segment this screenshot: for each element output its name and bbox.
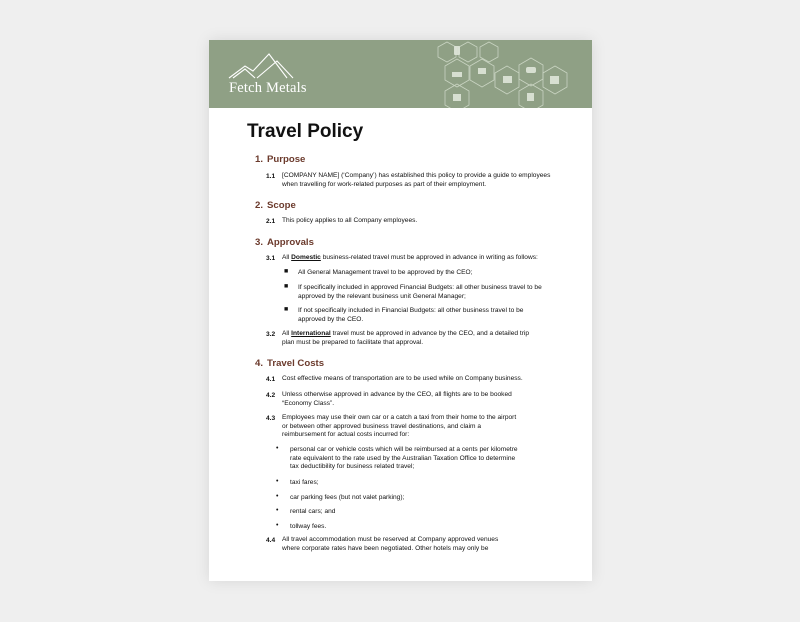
section-title: Purpose [267, 154, 306, 165]
brand-name: Fetch Metals [229, 80, 307, 96]
bullet-icon: • [276, 478, 279, 485]
document-title: Travel Policy [247, 121, 364, 142]
section-heading-scope [255, 200, 296, 211]
hexagon-icons-graphic [209, 40, 592, 108]
mountain-logo-icon [229, 54, 293, 78]
clause-text: All International travel must be approved in advance by the CEO, and a detailed trip plan must be prepared to facilitate that approval. [282, 330, 530, 346]
header-banner [209, 40, 592, 108]
bullet-icon: ■ [284, 283, 289, 290]
section-number: 4. [255, 358, 264, 369]
document-page [209, 40, 592, 581]
bullet-text: All General Management travel to be approved by the CEO; [298, 269, 473, 276]
bullet-text: taxi fares; [290, 479, 319, 486]
section-number: 1. [255, 154, 264, 165]
clause-number: 4.3 [266, 415, 276, 422]
clause-number: 4.4 [266, 537, 276, 544]
section-title: Travel Costs [267, 358, 325, 369]
clause-text: Unless otherwise approved in advance by the CEO, all flights are to be booked “Economy Class”. [282, 391, 512, 407]
bullet-icon: • [276, 493, 279, 500]
clause-text: Employees may use their own car or a catch a taxi from their home to the airport or between other approved business travel destinations, and claim a reimbursement for actual costs incurred for: [282, 414, 517, 439]
bullet-text: rental cars; and [290, 508, 336, 515]
bullet-text: If specifically included in approved Financial Budgets: all other business travel to be approved by the relevant business unit General Manager; [298, 284, 542, 300]
clause-text: All travel accommodation must be reserved at Company approved venues where corporate rates have been negotiated. Other hotels may only be [282, 536, 499, 552]
bullet-icon: ■ [284, 268, 289, 275]
clause-number: 1.1 [266, 173, 276, 180]
clause-number: 3.2 [266, 331, 276, 338]
clause-text: All Domestic business-related travel must be approved in advance in writing as follows: [282, 254, 538, 261]
clause-number: 4.2 [266, 392, 276, 399]
clause-text: [COMPANY NAME] (‘Company’) has established this policy to provide a guide to employees when travelling for work-related purposes as part of their employment. [282, 172, 551, 188]
section-title: Approvals [267, 237, 314, 248]
bullet-text: car parking fees (but not valet parking); [290, 494, 405, 501]
clause-text: Cost effective means of transportation are to be used while on Company business. [282, 375, 523, 382]
section-title: Scope [267, 200, 296, 211]
section-heading-approvals [255, 237, 314, 248]
clause-number: 3.1 [266, 255, 276, 262]
clause-number: 2.1 [266, 218, 276, 225]
bullet-text: personal car or vehicle costs which will be reimbursed at a cents per kilometre rate equivalent to the rate used by the Australian Taxation Office to determine tax deductibility for business related travel; [290, 446, 518, 471]
clause-number: 4.1 [266, 376, 276, 383]
bullet-icon: • [276, 522, 279, 529]
bullet-icon: • [276, 507, 279, 514]
section-number: 3. [255, 237, 264, 248]
section-heading-travel-costs [255, 358, 324, 369]
bullet-text: If not specifically included in Financial Budgets: all other business travel to be approved by the CEO. [298, 307, 524, 323]
section-heading-purpose [255, 154, 305, 165]
section-number: 2. [255, 200, 264, 211]
bullet-icon: • [276, 445, 279, 452]
bullet-icon: ■ [284, 306, 289, 313]
clause-text: This policy applies to all Company employees. [282, 217, 418, 224]
bullet-text: tollway fees. [290, 523, 327, 530]
